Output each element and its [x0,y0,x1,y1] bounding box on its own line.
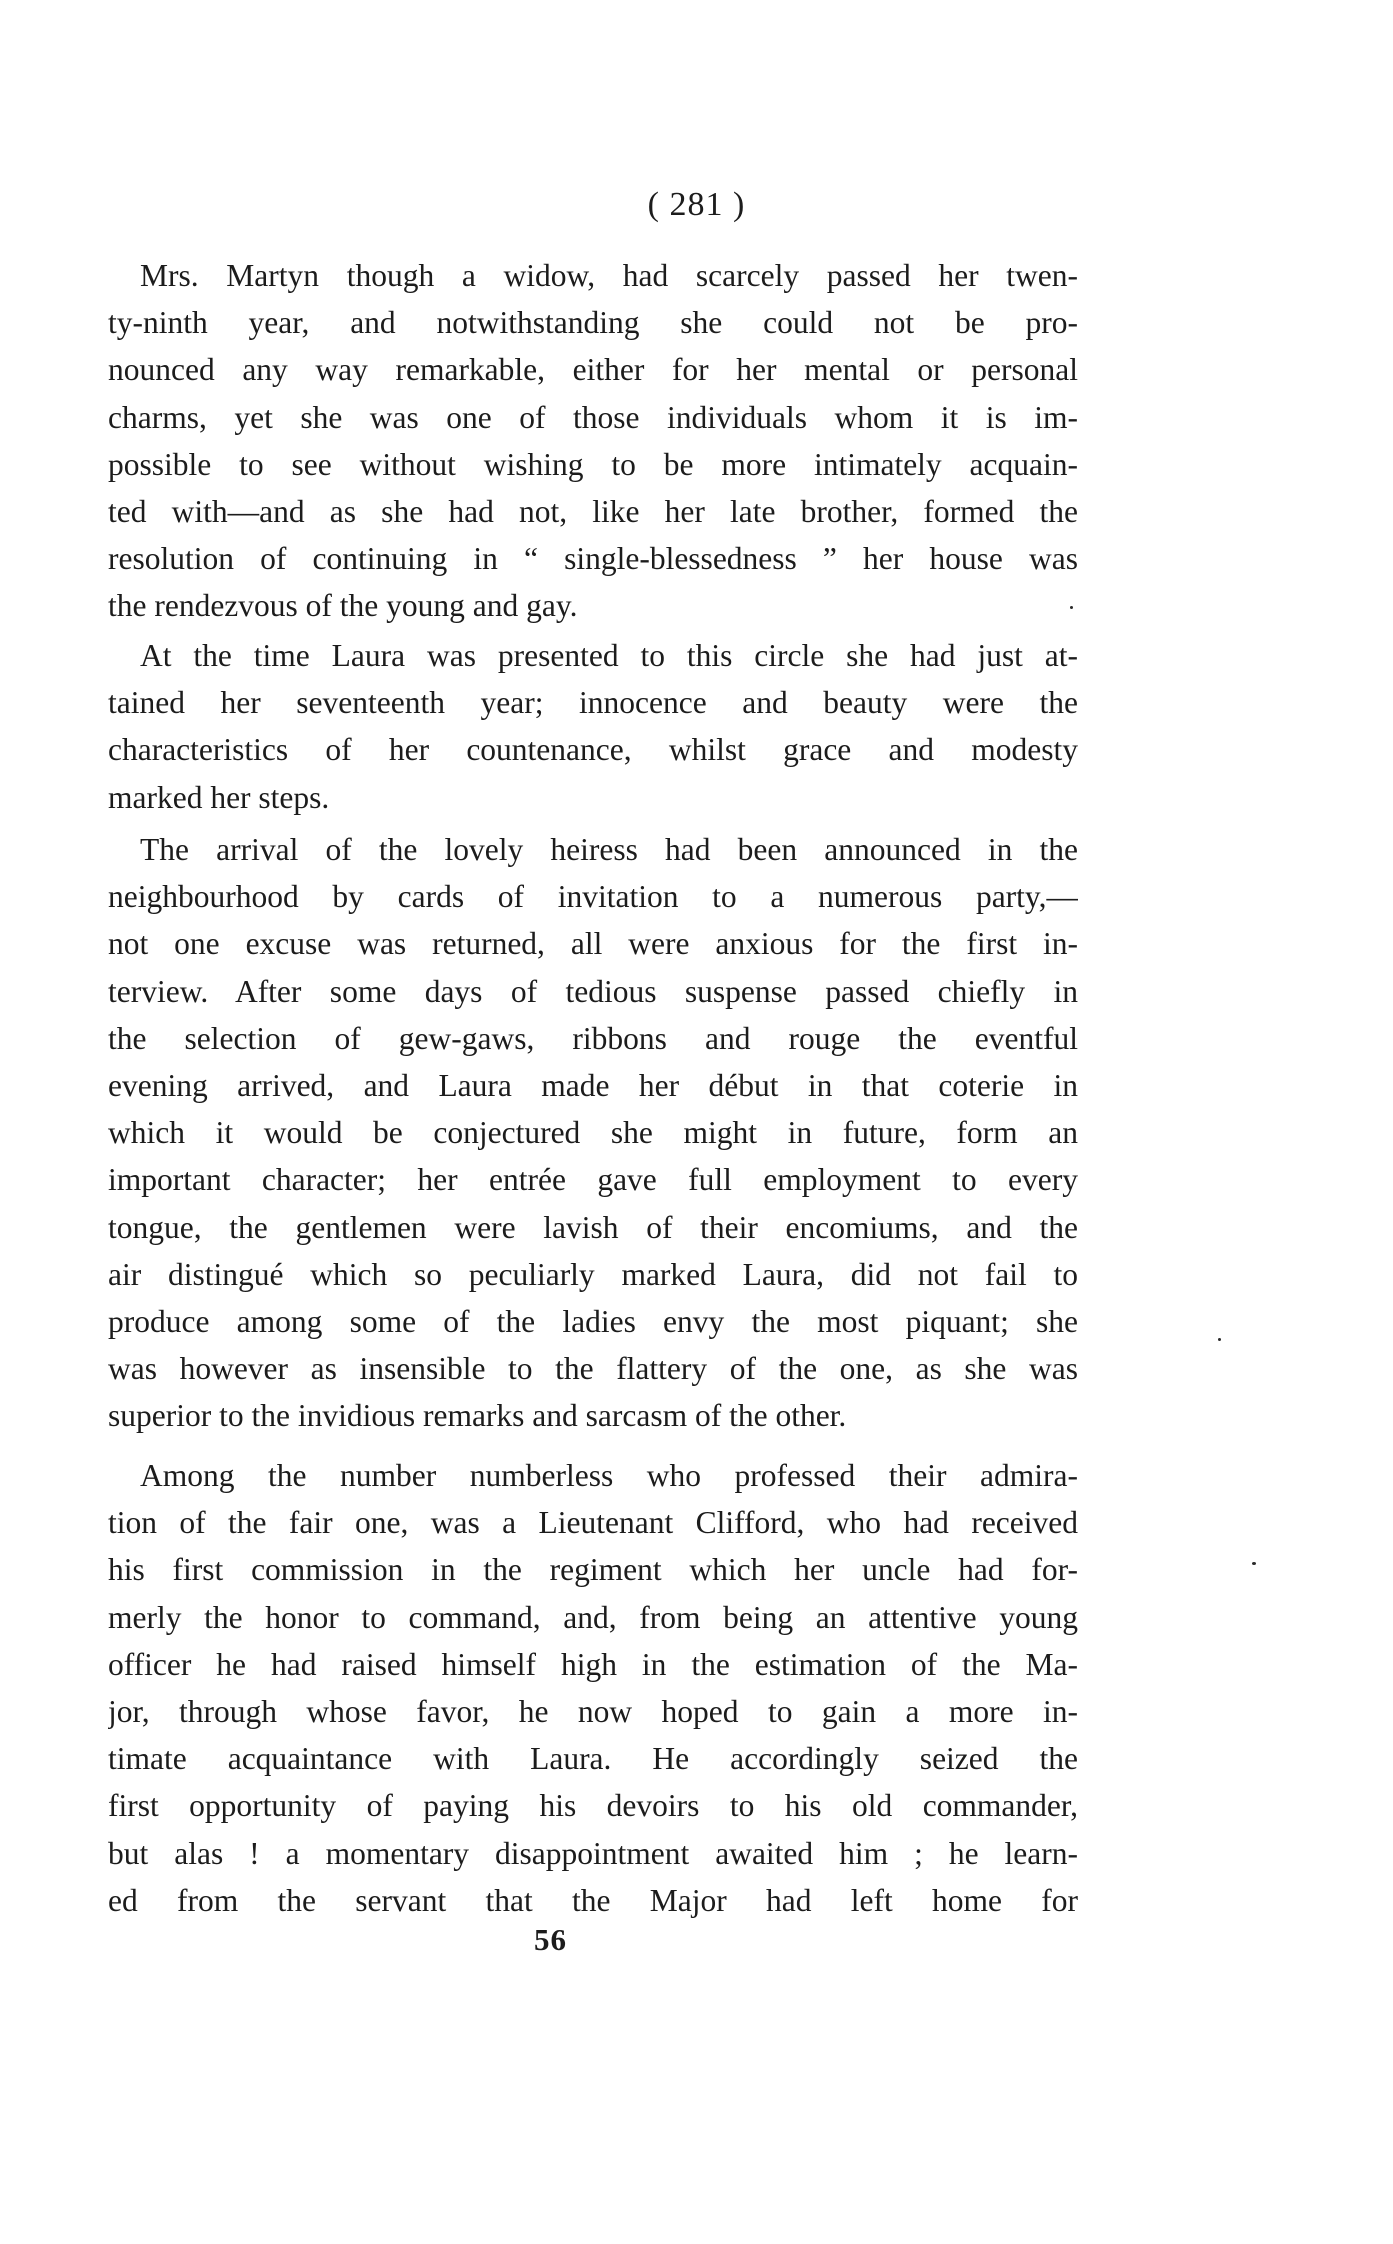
signature-mark: 56 [534,1922,567,1957]
paragraph-3 [108,826,1078,1439]
text-line: which it would be conjectured she might in future, form an [108,1115,1078,1151]
text-line: terview. After some days of tedious suspense passed chiefly in [108,973,1078,1009]
text-line: ted with—and as she had not, like her late brother, formed the [108,493,1078,529]
text-line: the rendezvous of the young and gay. [108,588,578,624]
text-line: but alas ! a momentary disappointment awaited him ; he learn- [108,1835,1078,1871]
text-line: timate acquaintance with Laura. He accordingly seized the [108,1741,1078,1777]
text-line: The arrival of the lovely heiress had been announced in the [140,832,1078,867]
text-line: Mrs. Martyn though a widow, had scarcely passed her twen- [140,258,1078,293]
text-line: nounced any way remarkable, either for her mental or personal [108,352,1078,388]
text-line: produce among some of the ladies envy the most piquant; she [108,1303,1078,1339]
text-line: ty-ninth year, and notwithstanding she could not be pro- [108,305,1078,341]
text-line: officer he had raised himself high in the estimation of the Ma- [108,1646,1078,1682]
text-line: tongue, the gentlemen were lavish of their encomiums, and the [108,1209,1078,1245]
text-line: not one excuse was returned, all were anxious for the first in- [108,926,1078,962]
text-line: superior to the invidious remarks and sarcasm of the other. [108,1398,847,1434]
text-line: Among the number numberless who professed their admira- [140,1458,1078,1493]
ink-speck [1070,606,1073,609]
ink-speck [1252,1562,1256,1565]
text-line: tion of the fair one, was a Lieutenant Clifford, who had received [108,1505,1078,1541]
paragraph-4 [108,1452,1078,1924]
text-line: neighbourhood by cards of invitation to a numerous party,— [108,879,1078,915]
page-number: ( 281 ) [647,186,746,223]
ink-speck [1218,1338,1221,1341]
text-line: At the time Laura was presented to this circle she had just at- [140,638,1078,673]
paragraph-2 [108,632,1078,821]
text-line: the selection of gew-gaws, ribbons and rouge the eventful [108,1020,1078,1056]
text-line: characteristics of her countenance, whilst grace and modesty [108,732,1078,768]
text-line: was however as insensible to the flattery of the one, as she was [108,1351,1078,1387]
text-line: marked her steps. [108,779,330,815]
text-line: tained her seventeenth year; innocence and beauty were the [108,685,1078,721]
text-line: jor, through whose favor, he now hoped to gain a more in- [108,1693,1078,1729]
text-line: ed from the servant that the Major had left home for [108,1882,1078,1918]
text-line: his first commission in the regiment which her uncle had for- [108,1552,1078,1588]
text-line: important character; her entrée gave full employment to every [108,1162,1078,1198]
text-line: charms, yet she was one of those individuals whom it is im- [108,399,1078,435]
text-line: first opportunity of paying his devoirs to his old commander, [108,1788,1078,1824]
text-line: merly the honor to command, and, from being an attentive young [108,1599,1078,1635]
paragraph-1 [108,252,1078,630]
text-line: possible to see without wishing to be more intimately acquain- [108,446,1078,482]
text-line: resolution of continuing in “ single-blessedness ” her house was [108,541,1078,577]
text-line: evening arrived, and Laura made her début in that coterie in [108,1067,1078,1103]
text-line: air distingué which so peculiarly marked Laura, did not fail to [108,1256,1078,1292]
